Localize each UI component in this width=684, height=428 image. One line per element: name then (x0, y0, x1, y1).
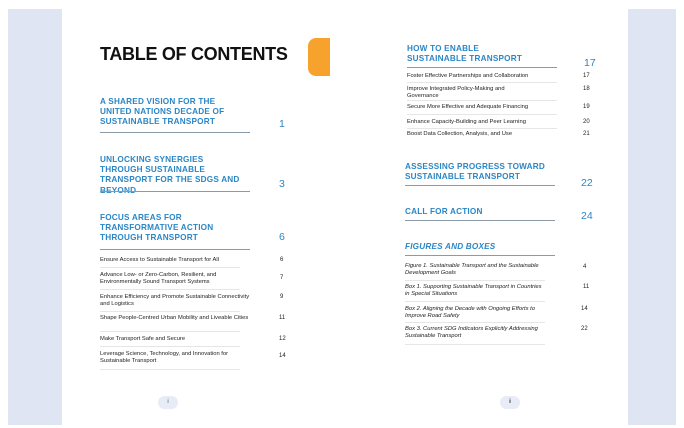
toc-page-number: 22 (581, 177, 593, 189)
orange-tab-decoration (308, 38, 330, 76)
item-divider (407, 100, 557, 101)
toc-item-page: 18 (583, 86, 590, 92)
section-divider (405, 220, 555, 221)
item-divider (100, 346, 240, 347)
toc-item-page: 20 (583, 119, 590, 125)
item-divider (405, 344, 545, 345)
toc-page-number: 3 (279, 178, 285, 190)
toc-item-urban-mobility[interactable]: Shape People-Centred Urban Mobility and Liveable Cities (100, 315, 249, 321)
item-divider (405, 322, 545, 323)
section-divider (100, 191, 250, 192)
item-divider (407, 114, 557, 115)
toc-item-page: 7 (280, 275, 284, 281)
item-divider (407, 128, 557, 129)
toc-item-capacity-building[interactable]: Enhance Capacity-Building and Peer Learning (407, 119, 526, 125)
toc-item-access[interactable]: Ensure Access to Sustainable Transport for All (100, 257, 219, 263)
toc-item-page: 11 (583, 284, 590, 290)
item-divider (100, 311, 240, 312)
toc-item-policy-making[interactable]: Improve Integrated Policy-Making and Governance (407, 86, 505, 99)
toc-item-safe-secure[interactable]: Make Transport Safe and Secure (100, 336, 186, 342)
toc-item-page: 12 (279, 336, 286, 342)
page-number-left: i (158, 396, 178, 409)
item-divider (100, 331, 240, 332)
toc-box-3[interactable]: Box 3. Current SDG Indicators Explicitly Addressing Sustainable Transport (405, 326, 538, 339)
item-divider (405, 280, 545, 281)
toc-item-partnerships[interactable]: Foster Effective Partnerships and Collaboration (407, 73, 529, 79)
page-number-right: ii (500, 396, 520, 409)
section-divider (100, 249, 250, 250)
toc-item-page: 14 (279, 353, 286, 359)
toc-item-page: 6 (280, 257, 284, 263)
page-margin-left (8, 9, 62, 425)
toc-figure-1[interactable]: Figure 1. Sustainable Transport and the Sustainable Development Goals (405, 263, 539, 276)
toc-item-page: 21 (583, 131, 590, 137)
toc-item-science-tech[interactable]: Leverage Science, Technology, and Innovation for Sustainable Transport (100, 351, 229, 364)
toc-section-how-to-enable[interactable]: HOW TO ENABLE SUSTAINABLE TRANSPORT (407, 44, 523, 64)
toc-item-page: 19 (583, 104, 590, 110)
item-divider (405, 301, 545, 302)
section-divider (405, 185, 555, 186)
toc-box-1[interactable]: Box 1. Supporting Sustainable Transport in Countries in Special Situations (405, 284, 542, 297)
toc-page-number: 6 (279, 231, 285, 243)
toc-section-assessing-progress[interactable]: ASSESSING PROGRESS TOWARD SUSTAINABLE TRANSPORT (405, 162, 545, 182)
page-title: TABLE OF CONTENTS (100, 44, 288, 64)
toc-item-page: 17 (583, 73, 590, 79)
toc-section-focus-areas[interactable]: FOCUS AREAS FOR TRANSFORMATIVE ACTION THROUGH TRANSPORT (100, 213, 214, 243)
toc-item-page: 14 (581, 306, 588, 312)
section-divider (407, 67, 557, 68)
toc-section-figures-boxes[interactable]: FIGURES AND BOXES (405, 242, 496, 251)
item-divider (407, 82, 557, 83)
toc-item-page: 22 (581, 326, 588, 332)
toc-item-low-carbon[interactable]: Advance Low- or Zero-Carbon, Resilient, and Environmentally Sound Transport Systems (100, 272, 217, 285)
toc-item-financing[interactable]: Secure More Effective and Adequate Financing (407, 104, 529, 110)
section-divider (405, 255, 555, 256)
toc-item-efficiency[interactable]: Enhance Efficiency and Promote Sustainable Connectivity and Logistics (100, 294, 250, 307)
toc-section-call-for-action[interactable]: CALL FOR ACTION (405, 207, 483, 216)
toc-item-page: 9 (280, 294, 284, 300)
toc-page-number: 1 (279, 118, 285, 130)
toc-section-unlocking-synergies[interactable]: UNLOCKING SYNERGIES THROUGH SUSTAINABLE TRANSPORT FOR THE SDGS AND (100, 155, 240, 185)
item-divider (100, 289, 240, 290)
toc-item-data-collection[interactable]: Boost Data Collection, Analysis, and Use (407, 131, 513, 137)
item-divider (100, 267, 240, 268)
section-divider (100, 132, 250, 133)
toc-box-2[interactable]: Box 2. Aligning the Decade with Ongoing Efforts to Improve Road Safety (405, 306, 535, 319)
toc-section-shared-vision[interactable]: A SHARED VISION FOR THE UNITED NATIONS DECADE OF SUSTAINABLE TRANSPORT (100, 97, 225, 127)
item-divider (100, 369, 240, 370)
toc-page-number: 17 (584, 57, 596, 69)
toc-page-number: 24 (581, 210, 593, 222)
toc-item-page: 4 (583, 264, 587, 270)
toc-item-page: 11 (279, 315, 286, 321)
page-margin-right (628, 9, 676, 425)
